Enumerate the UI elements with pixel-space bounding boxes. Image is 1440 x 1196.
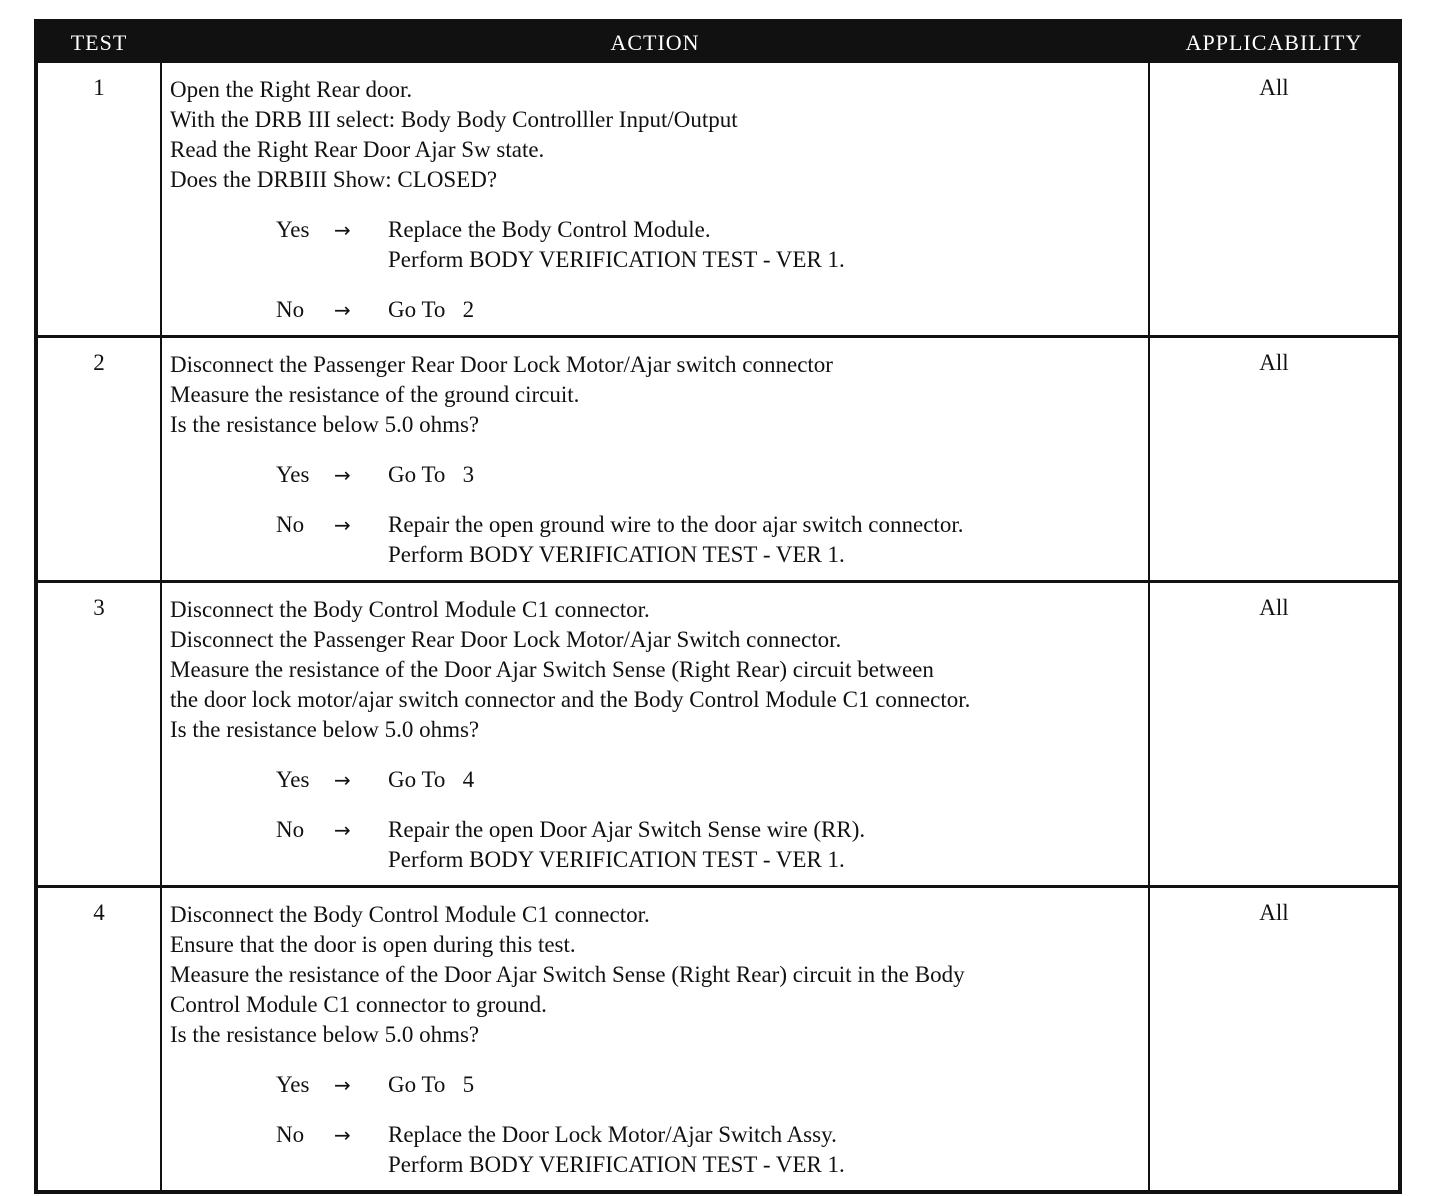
yes-label: Yes bbox=[276, 1072, 310, 1097]
no-result bbox=[388, 815, 1142, 875]
right-arrow-icon: → bbox=[334, 768, 351, 792]
action-step: Does the DRBIII Show: CLOSED? bbox=[170, 167, 498, 192]
action-step: Measure the resistance of the ground circuit. bbox=[170, 382, 580, 407]
result-line: Replace the Body Control Module. bbox=[388, 217, 711, 242]
action-cell bbox=[160, 63, 1150, 335]
table-row bbox=[38, 580, 1398, 885]
yes-label: Yes bbox=[276, 217, 310, 242]
no-outcome bbox=[276, 1120, 1142, 1180]
action-cell bbox=[160, 888, 1150, 1190]
action-step: the door lock motor/ajar switch connector and the Body Control Module C1 connector. bbox=[170, 687, 971, 712]
no-label: No bbox=[276, 297, 305, 322]
action-step: Ensure that the door is open during this test. bbox=[170, 932, 576, 957]
result-line: Go To 5 bbox=[388, 1072, 475, 1097]
table-row bbox=[38, 885, 1398, 1190]
yes-label: Yes bbox=[276, 767, 310, 792]
action-step: Disconnect the Body Control Module C1 connector. bbox=[170, 902, 650, 927]
no-outcome bbox=[276, 510, 1142, 570]
yes-result bbox=[388, 215, 1142, 275]
no-outcome bbox=[276, 815, 1142, 875]
action-step: Control Module C1 connector to ground. bbox=[170, 992, 547, 1017]
action-step: Open the Right Rear door. bbox=[170, 77, 413, 102]
diagnostic-test-table bbox=[34, 19, 1402, 1194]
result-line: Perform BODY VERIFICATION TEST - VER 1. bbox=[388, 542, 845, 567]
yes-result bbox=[388, 765, 1142, 795]
yes-outcome bbox=[276, 1070, 1142, 1100]
action-step: Is the resistance below 5.0 ohms? bbox=[170, 1022, 480, 1047]
yes-result bbox=[388, 1070, 1142, 1100]
test-number: 4 bbox=[93, 900, 105, 925]
action-step: Is the resistance below 5.0 ohms? bbox=[170, 412, 480, 437]
applicability-cell: All bbox=[1259, 75, 1289, 100]
no-result bbox=[388, 1120, 1142, 1180]
test-number: 3 bbox=[93, 595, 105, 620]
right-arrow-icon: → bbox=[334, 463, 351, 487]
no-label: No bbox=[276, 1122, 305, 1147]
action-cell bbox=[160, 338, 1150, 580]
applicability-cell: All bbox=[1259, 350, 1289, 375]
result-line: Repair the open Door Ajar Switch Sense wire (RR). bbox=[388, 817, 866, 842]
no-label: No bbox=[276, 512, 305, 537]
no-outcome bbox=[276, 295, 1142, 325]
right-arrow-icon: → bbox=[334, 1073, 351, 1097]
header-action: ACTION bbox=[610, 30, 700, 55]
action-step: Measure the resistance of the Door Ajar Switch Sense (Right Rear) circuit between bbox=[170, 657, 934, 682]
result-line: Go To 2 bbox=[388, 297, 475, 322]
test-number: 1 bbox=[93, 75, 105, 100]
action-step: Read the Right Rear Door Ajar Sw state. bbox=[170, 137, 545, 162]
result-line: Perform BODY VERIFICATION TEST - VER 1. bbox=[388, 1152, 845, 1177]
table-row bbox=[38, 63, 1398, 335]
result-line: Repair the open ground wire to the door ajar switch connector. bbox=[388, 512, 964, 537]
yes-outcome bbox=[276, 765, 1142, 795]
action-step: Is the resistance below 5.0 ohms? bbox=[170, 717, 480, 742]
action-step: Measure the resistance of the Door Ajar Switch Sense (Right Rear) circuit in the Body bbox=[170, 962, 965, 987]
no-label: No bbox=[276, 817, 305, 842]
applicability-cell: All bbox=[1259, 595, 1289, 620]
result-line: Go To 3 bbox=[388, 462, 475, 487]
header-test: TEST bbox=[70, 30, 128, 55]
table-header bbox=[38, 23, 1398, 63]
result-line: Go To 4 bbox=[388, 767, 475, 792]
right-arrow-icon: → bbox=[334, 218, 351, 242]
action-step: With the DRB III select: Body Body Controlller Input/Output bbox=[170, 107, 738, 132]
action-step: Disconnect the Passenger Rear Door Lock Motor/Ajar switch connector bbox=[170, 352, 833, 377]
result-line: Replace the Door Lock Motor/Ajar Switch Assy. bbox=[388, 1122, 837, 1147]
test-number: 2 bbox=[93, 350, 105, 375]
header-applicability: APPLICABILITY bbox=[1185, 30, 1363, 55]
result-line: Perform BODY VERIFICATION TEST - VER 1. bbox=[388, 847, 845, 872]
yes-outcome bbox=[276, 460, 1142, 490]
no-result bbox=[388, 295, 1142, 325]
right-arrow-icon: → bbox=[334, 298, 351, 322]
action-step: Disconnect the Body Control Module C1 connector. bbox=[170, 597, 650, 622]
right-arrow-icon: → bbox=[334, 818, 351, 842]
result-line: Perform BODY VERIFICATION TEST - VER 1. bbox=[388, 247, 845, 272]
table-body bbox=[38, 63, 1398, 1190]
yes-label: Yes bbox=[276, 462, 310, 487]
no-result bbox=[388, 510, 1142, 570]
action-cell bbox=[160, 583, 1150, 885]
applicability-cell: All bbox=[1259, 900, 1289, 925]
yes-result bbox=[388, 460, 1142, 490]
right-arrow-icon: → bbox=[334, 513, 351, 537]
yes-outcome bbox=[276, 215, 1142, 275]
action-step: Disconnect the Passenger Rear Door Lock Motor/Ajar Switch connector. bbox=[170, 627, 842, 652]
table-row bbox=[38, 335, 1398, 580]
right-arrow-icon: → bbox=[334, 1123, 351, 1147]
